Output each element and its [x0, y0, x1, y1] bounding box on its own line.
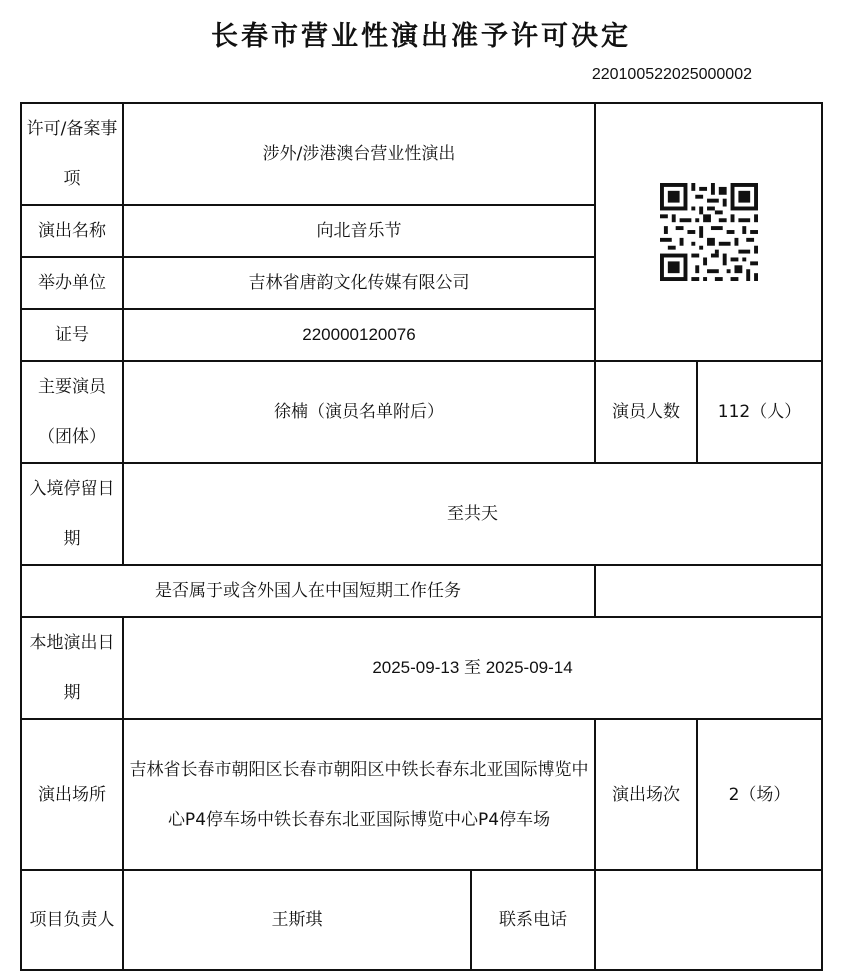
- project-lead-value: 王斯琪: [123, 870, 471, 970]
- show-name-value: 向北音乐节: [123, 205, 595, 257]
- main-performers-value: 徐楠（演员名单附后）: [123, 361, 595, 463]
- license-item-label: 许可/备案事项: [21, 103, 123, 205]
- organizer-label: 举办单位: [21, 257, 123, 309]
- contact-phone-value: [595, 870, 822, 970]
- organizer-value: 吉林省唐韵文化传媒有限公司: [123, 257, 595, 309]
- foreign-work-value: [595, 565, 822, 617]
- show-name-label: 演出名称: [21, 205, 123, 257]
- performer-count-value: 112（人）: [697, 361, 822, 463]
- certificate-no-label: 证号: [21, 309, 123, 361]
- qr-code-cell: [595, 103, 822, 361]
- qr-code-graphic: [660, 183, 758, 281]
- local-show-date-value: 2025-09-13 至 2025-09-14: [123, 617, 822, 719]
- certificate-no-value: 220000120076: [123, 309, 595, 361]
- project-lead-label: 项目负责人: [21, 870, 123, 970]
- show-sessions-label: 演出场次: [595, 719, 697, 870]
- document-number: 220100522025000002: [591, 66, 752, 83]
- entry-stay-date-label: 入境停留日期: [21, 463, 123, 565]
- venue-value: 吉林省长春市朝阳区长春市朝阳区中铁长春东北亚国际博览中心P4停车场中铁长春东北亚国际博览中心P4停车场: [123, 719, 595, 870]
- main-performers-label: 主要演员（团体）: [21, 361, 123, 463]
- license-item-value: 涉外/涉港澳台营业性演出: [123, 103, 595, 205]
- performer-count-label: 演员人数: [595, 361, 697, 463]
- contact-phone-label: 联系电话: [471, 870, 595, 970]
- document-title: 长春市营业性演出准予许可决定: [211, 21, 631, 52]
- foreign-work-label: 是否属于或含外国人在中国短期工作任务: [21, 565, 595, 617]
- permit-table: [20, 102, 823, 971]
- venue-label: 演出场所: [21, 719, 123, 870]
- show-sessions-value: 2（场）: [697, 719, 822, 870]
- qr-code-icon: [660, 183, 758, 281]
- entry-stay-date-value: 至共天: [123, 463, 822, 565]
- local-show-date-label: 本地演出日期: [21, 617, 123, 719]
